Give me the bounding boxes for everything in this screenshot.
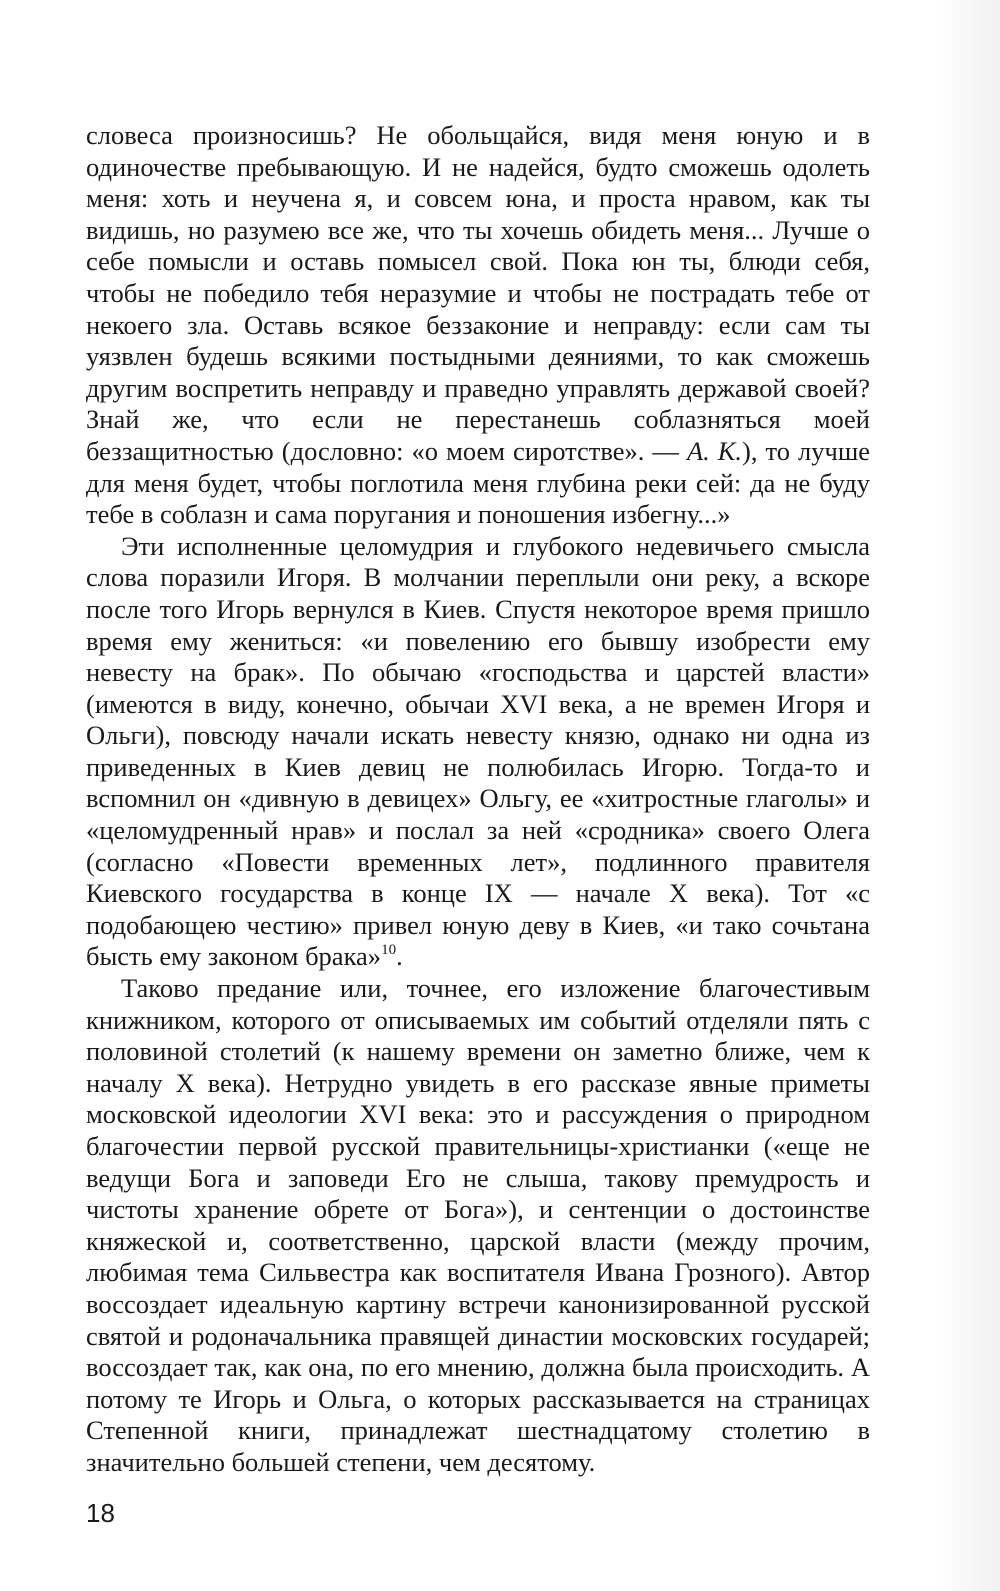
paragraph-1 xyxy=(86,120,870,531)
paragraph-2-end: . xyxy=(396,941,403,972)
paragraph-3-text: Таково предание или, точнее, его изложение благочестивым книжником, которого от описываемых им событий отделяли пять с половиной столетий (к нашему времени он заметно ближе, чем к началу X века). Нетрудно увидеть в его рассказе явные приметы московской идеологии XVI века: это и рассуждения о природном благочестии первой русской правительницы-христианки («еще не ведущи Бога и заповеди Его не слыша, такову премудрость и чистоты хранение обрете от Бога»), и сентенции о достоинстве княжеской и, соответственно, царской власти (между прочим, любимая тема Сильвестра как воспитателя Ивана Грозного). Автор воссоздает идеальную картину встречи канонизированной русской святой и родоначальника правящей династии московских государей; воссоздает так, как она, по его мнению, должна была происходить. А потому те Игорь и Ольга, о которых рассказывается на страницах Степенной книги, принадлежат шестнадцатому столетию в значительно большей степени, чем десятому. xyxy=(86,973,870,1477)
body-text xyxy=(86,120,870,1479)
paragraph-1-text-start: словеса произносишь? Не обольщайся, видя меня юную и в одиночестве пребывающую. И не надейся, будто сможешь одолеть меня: хоть и неучена я, и совсем юна, и проста нравом, как ты видишь, но разумею все же, что ты хочешь обидеть меня... Лучше о себе помысли и оставь помысел свой. Пока юн ты, блюди себя, чтобы не победило тебя неразумие и чтобы не пострадать тебе от некоего зла. Оставь всякое беззаконие и неправду: если сам ты уязвлен будешь всякими постыдными деяниями, то как сможешь другим воспретить неправду и праведно управлять державой своей? Знай же, что если не перестанешь соблазняться моей беззащитностью (дословно: «о моем сиротстве». — xyxy=(86,120,870,466)
author-initials: А. К. xyxy=(686,435,743,466)
footnote-reference: 10 xyxy=(381,942,397,959)
paragraph-2 xyxy=(86,531,870,973)
paragraph-1-text-end: ), то лучше для меня будет, чтобы поглотила меня глубина реки сей: да не буду тебе в соблазн и сама поругания и поношения избегну...» xyxy=(86,435,870,530)
page-number: 18 xyxy=(86,1498,115,1528)
page-edge-shadow xyxy=(936,0,1000,1591)
paragraph-3 xyxy=(86,973,870,1479)
paragraph-2-text: Эти исполненные целомудрия и глубокого недевичьего смысла слова поразили Игоря. В молчании переплыли они реку, а вскоре после того Игорь вернулся в Киев. Спустя некоторое время пришло время ему жениться: «и повелению его бывшу изобрести ему невесту на брак». По обычаю «господьства и царстей власти» (имеются в виду, конечно, обычаи XVI века, а не времен Игоря и Ольги), повсюду начали искать невесту князю, однако ни одна из приведенных в Киев девиц не полюбилась Игорю. Тогда-то и вспомнил он «дивную в девицех» Ольгу, ее «хитростные глаголы» и «целомудренный нрав» и послал за ней «сродника» своего Олега (согласно «Повести временных лет», подлинного правителя Киевского государства в конце IX — начале X века). Тот «с подобающею честию» привел юную деву в Киев, «и тако сочьтана бысть ему законом брака» xyxy=(86,530,870,972)
